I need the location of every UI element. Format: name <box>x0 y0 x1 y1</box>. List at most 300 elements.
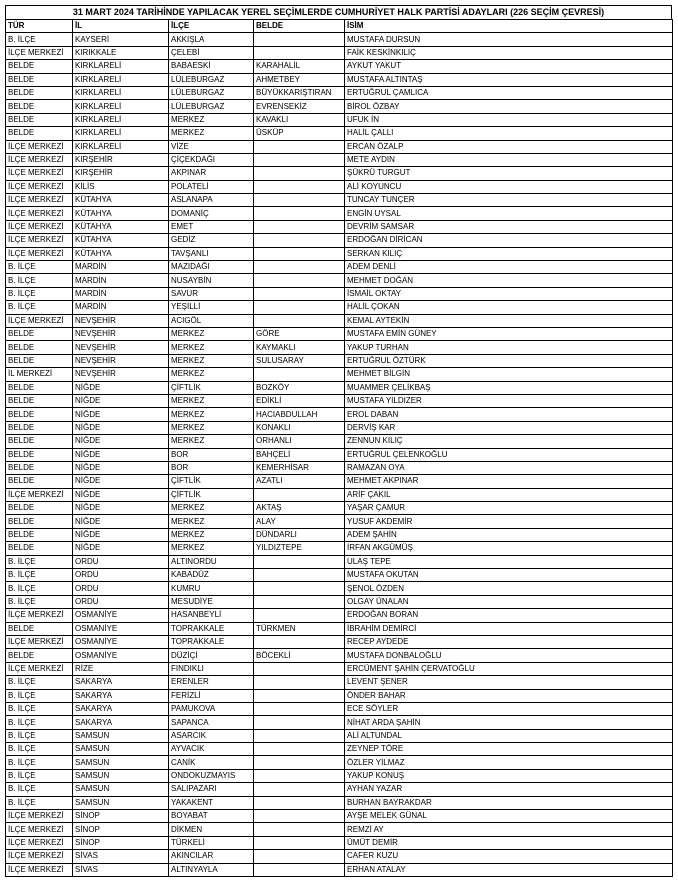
cell-ilce: YAKAKENT <box>169 796 254 809</box>
cell-il: SAMSUN <box>73 729 169 742</box>
cell-belde: EDİKLİ <box>254 394 345 407</box>
table-row <box>6 622 673 635</box>
cell-ilce: ONDOKUZMAYIS <box>169 769 254 782</box>
table-row <box>6 234 673 247</box>
cell-tur: B. İLÇE <box>6 569 73 582</box>
cell-il: ORDU <box>73 582 169 595</box>
cell-ilce: KUMRU <box>169 582 254 595</box>
table-row <box>6 769 673 782</box>
table-row <box>6 810 673 823</box>
cell-il: OSMANİYE <box>73 635 169 648</box>
cell-tur: İLÇE MERKEZİ <box>6 46 73 59</box>
cell-tur: B. İLÇE <box>6 261 73 274</box>
table-row <box>6 73 673 86</box>
cell-isim: ERDOĞAN BORAN <box>345 609 673 622</box>
cell-ilce: YEŞİLLİ <box>169 301 254 314</box>
table-row <box>6 569 673 582</box>
cell-isim: İRFAN AKGÜMÜŞ <box>345 542 673 555</box>
cell-isim: ADEM ŞAHİN <box>345 528 673 541</box>
cell-isim: ERCÜMENT ŞAHİN ÇERVATOĞLU <box>345 662 673 675</box>
cell-il: SAMSUN <box>73 769 169 782</box>
table-row <box>6 836 673 849</box>
cell-il: NİĞDE <box>73 488 169 501</box>
cell-tur: BELDE <box>6 461 73 474</box>
cell-isim: MUSTAFA YILDIZER <box>345 394 673 407</box>
cell-ilce: SAVUR <box>169 287 254 300</box>
cell-ilce: ACIGÖL <box>169 314 254 327</box>
cell-isim: MEHMET AKPINAR <box>345 475 673 488</box>
table-row <box>6 542 673 555</box>
cell-il: SİVAS <box>73 850 169 863</box>
cell-belde: ALAY <box>254 515 345 528</box>
cell-il: SAKARYA <box>73 716 169 729</box>
cell-ilce: MERKEZ <box>169 368 254 381</box>
cell-il: NİĞDE <box>73 448 169 461</box>
cell-ilce: KABADÜZ <box>169 569 254 582</box>
cell-tur: BELDE <box>6 475 73 488</box>
cell-ilce: BABAESKİ <box>169 60 254 73</box>
cell-tur: BELDE <box>6 408 73 421</box>
cell-belde <box>254 569 345 582</box>
cell-ilce: MERKEZ <box>169 515 254 528</box>
cell-belde <box>254 301 345 314</box>
cell-ilce: BOR <box>169 448 254 461</box>
cell-tur: İLÇE MERKEZİ <box>6 220 73 233</box>
cell-ilce: CANİK <box>169 756 254 769</box>
cell-isim: ADEM DENLİ <box>345 261 673 274</box>
cell-il: KÜTAHYA <box>73 220 169 233</box>
cell-isim: DEVRİM SAMSAR <box>345 220 673 233</box>
table-row <box>6 635 673 648</box>
cell-isim: İBRAHİM DEMİRCİ <box>345 622 673 635</box>
cell-ilce: TOPRAKKALE <box>169 635 254 648</box>
table-row <box>6 609 673 622</box>
cell-tur: BELDE <box>6 435 73 448</box>
cell-isim: TUNCAY TUNÇER <box>345 194 673 207</box>
table-row <box>6 582 673 595</box>
cell-belde <box>254 702 345 715</box>
cell-ilce: LÜLEBURGAZ <box>169 73 254 86</box>
table-row <box>6 220 673 233</box>
table-row <box>6 368 673 381</box>
cell-isim: ÖNDER BAHAR <box>345 689 673 702</box>
cell-isim: ÜMÜT DEMİR <box>345 836 673 849</box>
cell-belde: KEMERHİSAR <box>254 461 345 474</box>
cell-il: ORDU <box>73 555 169 568</box>
cell-isim: MEHMET DOĞAN <box>345 274 673 287</box>
cell-belde <box>254 220 345 233</box>
cell-il: KIRKLARELİ <box>73 127 169 140</box>
cell-isim: MUSTAFA DURSUN <box>345 33 673 46</box>
cell-tur: B. İLÇE <box>6 743 73 756</box>
cell-il: SAKARYA <box>73 676 169 689</box>
cell-tur: BELDE <box>6 394 73 407</box>
cell-tur: BELDE <box>6 73 73 86</box>
cell-ilce: EMET <box>169 220 254 233</box>
cell-isim: YUSUF AKDEMİR <box>345 515 673 528</box>
cell-isim: ERHAN ATALAY <box>345 863 673 876</box>
cell-belde: ORHANLI <box>254 435 345 448</box>
cell-tur: İLÇE MERKEZİ <box>6 247 73 260</box>
column-header-belde: BELDE <box>254 20 345 33</box>
cell-il: NEVŞEHİR <box>73 354 169 367</box>
cell-ilce: DOMANİÇ <box>169 207 254 220</box>
cell-isim: SERKAN KILIÇ <box>345 247 673 260</box>
cell-belde: KARAHALİL <box>254 60 345 73</box>
cell-il: SAMSUN <box>73 796 169 809</box>
table-row <box>6 33 673 46</box>
cell-tur: İLÇE MERKEZİ <box>6 314 73 327</box>
cell-il: NİĞDE <box>73 515 169 528</box>
cell-ilce: MERKEZ <box>169 421 254 434</box>
cell-ilce: MERKEZ <box>169 327 254 340</box>
cell-isim: MUAMMER ÇELİKBAŞ <box>345 381 673 394</box>
cell-isim: AYKUT YAKUT <box>345 60 673 73</box>
cell-tur: BELDE <box>6 354 73 367</box>
table-row <box>6 783 673 796</box>
table-row <box>6 287 673 300</box>
cell-tur: B. İLÇE <box>6 783 73 796</box>
cell-belde <box>254 850 345 863</box>
cell-il: NİĞDE <box>73 408 169 421</box>
cell-tur: BELDE <box>6 515 73 528</box>
cell-ilce: ÇİFTLİK <box>169 488 254 501</box>
cell-ilce: TAVŞANLI <box>169 247 254 260</box>
cell-belde <box>254 796 345 809</box>
cell-il: NİĞDE <box>73 528 169 541</box>
table-row <box>6 274 673 287</box>
cell-tur: BELDE <box>6 327 73 340</box>
table-row <box>6 408 673 421</box>
cell-belde: ÜSKÜP <box>254 127 345 140</box>
table-row <box>6 301 673 314</box>
table-row <box>6 475 673 488</box>
table-row <box>6 448 673 461</box>
cell-isim: ŞENOL ÖZDEN <box>345 582 673 595</box>
cell-tur: BELDE <box>6 100 73 113</box>
cell-il: KÜTAHYA <box>73 207 169 220</box>
cell-ilce: MERKEZ <box>169 542 254 555</box>
cell-il: NİĞDE <box>73 394 169 407</box>
cell-isim: MUSTAFA DONBALOĞLU <box>345 649 673 662</box>
cell-belde: EVRENSEKİZ <box>254 100 345 113</box>
cell-il: KIRKLARELİ <box>73 73 169 86</box>
cell-ilce: MERKEZ <box>169 528 254 541</box>
cell-tur: B. İLÇE <box>6 716 73 729</box>
cell-belde <box>254 261 345 274</box>
cell-ilce: ASARCIK <box>169 729 254 742</box>
cell-isim: CAFER KUZU <box>345 850 673 863</box>
cell-ilce: ÇİFTLİK <box>169 381 254 394</box>
table-row <box>6 461 673 474</box>
cell-tur: B. İLÇE <box>6 287 73 300</box>
cell-tur: BELDE <box>6 341 73 354</box>
cell-il: MARDİN <box>73 287 169 300</box>
cell-belde <box>254 783 345 796</box>
cell-belde <box>254 676 345 689</box>
cell-tur: B. İLÇE <box>6 756 73 769</box>
cell-tur: B. İLÇE <box>6 274 73 287</box>
cell-belde: SULUSARAY <box>254 354 345 367</box>
table-row <box>6 823 673 836</box>
cell-isim: NİHAT ARDA ŞAHİN <box>345 716 673 729</box>
cell-belde <box>254 207 345 220</box>
cell-belde <box>254 234 345 247</box>
cell-il: SAKARYA <box>73 689 169 702</box>
table-row <box>6 435 673 448</box>
cell-tur: BELDE <box>6 421 73 434</box>
cell-belde <box>254 287 345 300</box>
cell-ilce: AKPINAR <box>169 167 254 180</box>
cell-il: NİĞDE <box>73 421 169 434</box>
cell-belde <box>254 180 345 193</box>
table-row <box>6 689 673 702</box>
cell-il: NEVŞEHİR <box>73 341 169 354</box>
cell-tur: BELDE <box>6 502 73 515</box>
cell-belde <box>254 595 345 608</box>
cell-ilce: SALIPAZARI <box>169 783 254 796</box>
cell-tur: BELDE <box>6 381 73 394</box>
cell-il: SİNOP <box>73 823 169 836</box>
cell-ilce: TÜRKELİ <box>169 836 254 849</box>
cell-belde <box>254 609 345 622</box>
cell-isim: YAKUP KONUŞ <box>345 769 673 782</box>
cell-il: KÜTAHYA <box>73 247 169 260</box>
table-row <box>6 127 673 140</box>
cell-belde <box>254 810 345 823</box>
cell-ilce: POLATELİ <box>169 180 254 193</box>
table-row <box>6 113 673 126</box>
table-row <box>6 515 673 528</box>
cell-tur: B. İLÇE <box>6 689 73 702</box>
cell-ilce: MAZIDAĞI <box>169 261 254 274</box>
cell-ilce: ASLANAPA <box>169 194 254 207</box>
cell-isim: ALİ KOYUNCU <box>345 180 673 193</box>
cell-belde: YILDIZTEPE <box>254 542 345 555</box>
cell-il: NEVŞEHİR <box>73 368 169 381</box>
cell-il: OSMANİYE <box>73 649 169 662</box>
cell-isim: EROL DABAN <box>345 408 673 421</box>
cell-ilce: LÜLEBURGAZ <box>169 86 254 99</box>
cell-isim: ERCAN ÖZALP <box>345 140 673 153</box>
cell-belde <box>254 555 345 568</box>
cell-il: NİĞDE <box>73 381 169 394</box>
table-row <box>6 180 673 193</box>
cell-belde: AHMETBEY <box>254 73 345 86</box>
cell-ilce: MERKEZ <box>169 113 254 126</box>
cell-tur: BELDE <box>6 113 73 126</box>
cell-tur: İLÇE MERKEZİ <box>6 194 73 207</box>
cell-belde: GÖRE <box>254 327 345 340</box>
cell-isim: ZEYNEP TÖRE <box>345 743 673 756</box>
table-row <box>6 314 673 327</box>
cell-belde <box>254 729 345 742</box>
cell-ilce: MERKEZ <box>169 502 254 515</box>
cell-tur: BELDE <box>6 448 73 461</box>
cell-isim: ECE SÖYLER <box>345 702 673 715</box>
cell-belde: AKTAŞ <box>254 502 345 515</box>
cell-tur: İLÇE MERKEZİ <box>6 810 73 823</box>
table-row <box>6 86 673 99</box>
cell-tur: İLÇE MERKEZİ <box>6 823 73 836</box>
cell-belde <box>254 274 345 287</box>
table-row <box>6 502 673 515</box>
table-row <box>6 850 673 863</box>
table-row <box>6 756 673 769</box>
cell-isim: BURHAN BAYRAKDAR <box>345 796 673 809</box>
cell-belde <box>254 247 345 260</box>
cell-belde <box>254 488 345 501</box>
cell-isim: ARİF ÇAKIL <box>345 488 673 501</box>
cell-il: NİĞDE <box>73 475 169 488</box>
table-row <box>6 649 673 662</box>
cell-tur: İLÇE MERKEZİ <box>6 635 73 648</box>
cell-isim: ZENNUN KILIÇ <box>345 435 673 448</box>
cell-isim: AYŞE MELEK GÜNAL <box>345 810 673 823</box>
cell-isim: BİROL ÖZBAY <box>345 100 673 113</box>
cell-belde: AZATLI <box>254 475 345 488</box>
cell-il: KIRŞEHİR <box>73 153 169 166</box>
cell-ilce: DİKMEN <box>169 823 254 836</box>
cell-il: KIRIKKALE <box>73 46 169 59</box>
cell-ilce: AYVACIK <box>169 743 254 756</box>
cell-tur: İL MERKEZİ <box>6 368 73 381</box>
cell-belde <box>254 756 345 769</box>
table-row <box>6 743 673 756</box>
cell-belde: BOZKÖY <box>254 381 345 394</box>
table-row <box>6 341 673 354</box>
cell-tur: BELDE <box>6 86 73 99</box>
cell-isim: İSMAİL OKTAY <box>345 287 673 300</box>
cell-tur: BELDE <box>6 528 73 541</box>
cell-tur: İLÇE MERKEZİ <box>6 140 73 153</box>
cell-tur: BELDE <box>6 542 73 555</box>
cell-tur: İLÇE MERKEZİ <box>6 207 73 220</box>
cell-il: SAMSUN <box>73 743 169 756</box>
cell-il: RİZE <box>73 662 169 675</box>
cell-il: KÜTAHYA <box>73 194 169 207</box>
cell-belde <box>254 823 345 836</box>
table-row <box>6 729 673 742</box>
cell-belde <box>254 716 345 729</box>
cell-ilce: PAMUKOVA <box>169 702 254 715</box>
cell-tur: İLÇE MERKEZİ <box>6 863 73 876</box>
cell-ilce: AKKIŞLA <box>169 33 254 46</box>
table-row <box>6 863 673 876</box>
cell-ilce: HASANBEYLİ <box>169 609 254 622</box>
cell-isim: MUSTAFA ALTINTAŞ <box>345 73 673 86</box>
table-row <box>6 140 673 153</box>
table-row <box>6 716 673 729</box>
cell-il: MARDİN <box>73 261 169 274</box>
cell-il: SİNOP <box>73 810 169 823</box>
table-row <box>6 595 673 608</box>
cell-ilce: ALTINYAYLA <box>169 863 254 876</box>
table-row <box>6 261 673 274</box>
cell-isim: ERDOĞAN DİRİCAN <box>345 234 673 247</box>
cell-tur: B. İLÇE <box>6 702 73 715</box>
cell-il: SAMSUN <box>73 756 169 769</box>
cell-belde <box>254 689 345 702</box>
cell-isim: KEMAL AYTEKİN <box>345 314 673 327</box>
cell-belde: KAYMAKLI <box>254 341 345 354</box>
cell-isim: MUSTAFA EMİN GÜNEY <box>345 327 673 340</box>
cell-ilce: MERKEZ <box>169 394 254 407</box>
table-body <box>6 33 673 877</box>
cell-ilce: SAPANCA <box>169 716 254 729</box>
cell-il: KİLİS <box>73 180 169 193</box>
cell-tur: B. İLÇE <box>6 582 73 595</box>
cell-il: KIRKLARELİ <box>73 86 169 99</box>
cell-isim: DERVİŞ KAR <box>345 421 673 434</box>
cell-ilce: MERKEZ <box>169 341 254 354</box>
cell-il: KIRKLARELİ <box>73 140 169 153</box>
cell-isim: ERTUĞRUL ÖZTÜRK <box>345 354 673 367</box>
cell-tur: İLÇE MERKEZİ <box>6 662 73 675</box>
table-row <box>6 327 673 340</box>
cell-belde <box>254 153 345 166</box>
cell-il: SİVAS <box>73 863 169 876</box>
cell-isim: RECEP AYDEDE <box>345 635 673 648</box>
cell-tur: İLÇE MERKEZİ <box>6 180 73 193</box>
cell-isim: YAKUP TURHAN <box>345 341 673 354</box>
cell-isim: OLGAY ÜNALAN <box>345 595 673 608</box>
cell-belde: BAHÇELİ <box>254 448 345 461</box>
cell-il: KIRKLARELİ <box>73 60 169 73</box>
cell-isim: FAİK KESKİNKILIÇ <box>345 46 673 59</box>
table-row <box>6 702 673 715</box>
cell-belde <box>254 635 345 648</box>
cell-tur: B. İLÇE <box>6 769 73 782</box>
table-row <box>6 167 673 180</box>
table-row <box>6 60 673 73</box>
cell-isim: ŞÜKRÜ TURGUT <box>345 167 673 180</box>
cell-il: SAMSUN <box>73 783 169 796</box>
cell-tur: İLÇE MERKEZİ <box>6 153 73 166</box>
column-header-ilce: İLÇE <box>169 20 254 33</box>
cell-ilce: ÇİÇEKDAĞI <box>169 153 254 166</box>
cell-tur: B. İLÇE <box>6 796 73 809</box>
cell-il: KAYSERİ <box>73 33 169 46</box>
cell-isim: HALİL ÇALLI <box>345 127 673 140</box>
cell-ilce: ALTINORDU <box>169 555 254 568</box>
cell-belde <box>254 46 345 59</box>
table-row <box>6 662 673 675</box>
cell-tur: B. İLÇE <box>6 555 73 568</box>
cell-tur: BELDE <box>6 60 73 73</box>
cell-ilce: FINDIKLI <box>169 662 254 675</box>
table-row <box>6 528 673 541</box>
cell-isim: RAMAZAN OYA <box>345 461 673 474</box>
cell-ilce: BOR <box>169 461 254 474</box>
cell-isim: ULAŞ TEPE <box>345 555 673 568</box>
cell-belde <box>254 662 345 675</box>
cell-tur: BELDE <box>6 622 73 635</box>
column-header-il: İL <box>73 20 169 33</box>
cell-il: KIRKLARELİ <box>73 100 169 113</box>
cell-il: SAKARYA <box>73 702 169 715</box>
cell-il: KÜTAHYA <box>73 234 169 247</box>
cell-il: SİNOP <box>73 836 169 849</box>
cell-belde: BÜYÜKKARIŞTIRAN <box>254 86 345 99</box>
cell-ilce: FERİZLİ <box>169 689 254 702</box>
cell-ilce: MERKEZ <box>169 354 254 367</box>
cell-il: MARDİN <box>73 301 169 314</box>
cell-il: OSMANİYE <box>73 609 169 622</box>
table-row <box>6 421 673 434</box>
cell-ilce: DÜZİÇİ <box>169 649 254 662</box>
cell-belde <box>254 194 345 207</box>
